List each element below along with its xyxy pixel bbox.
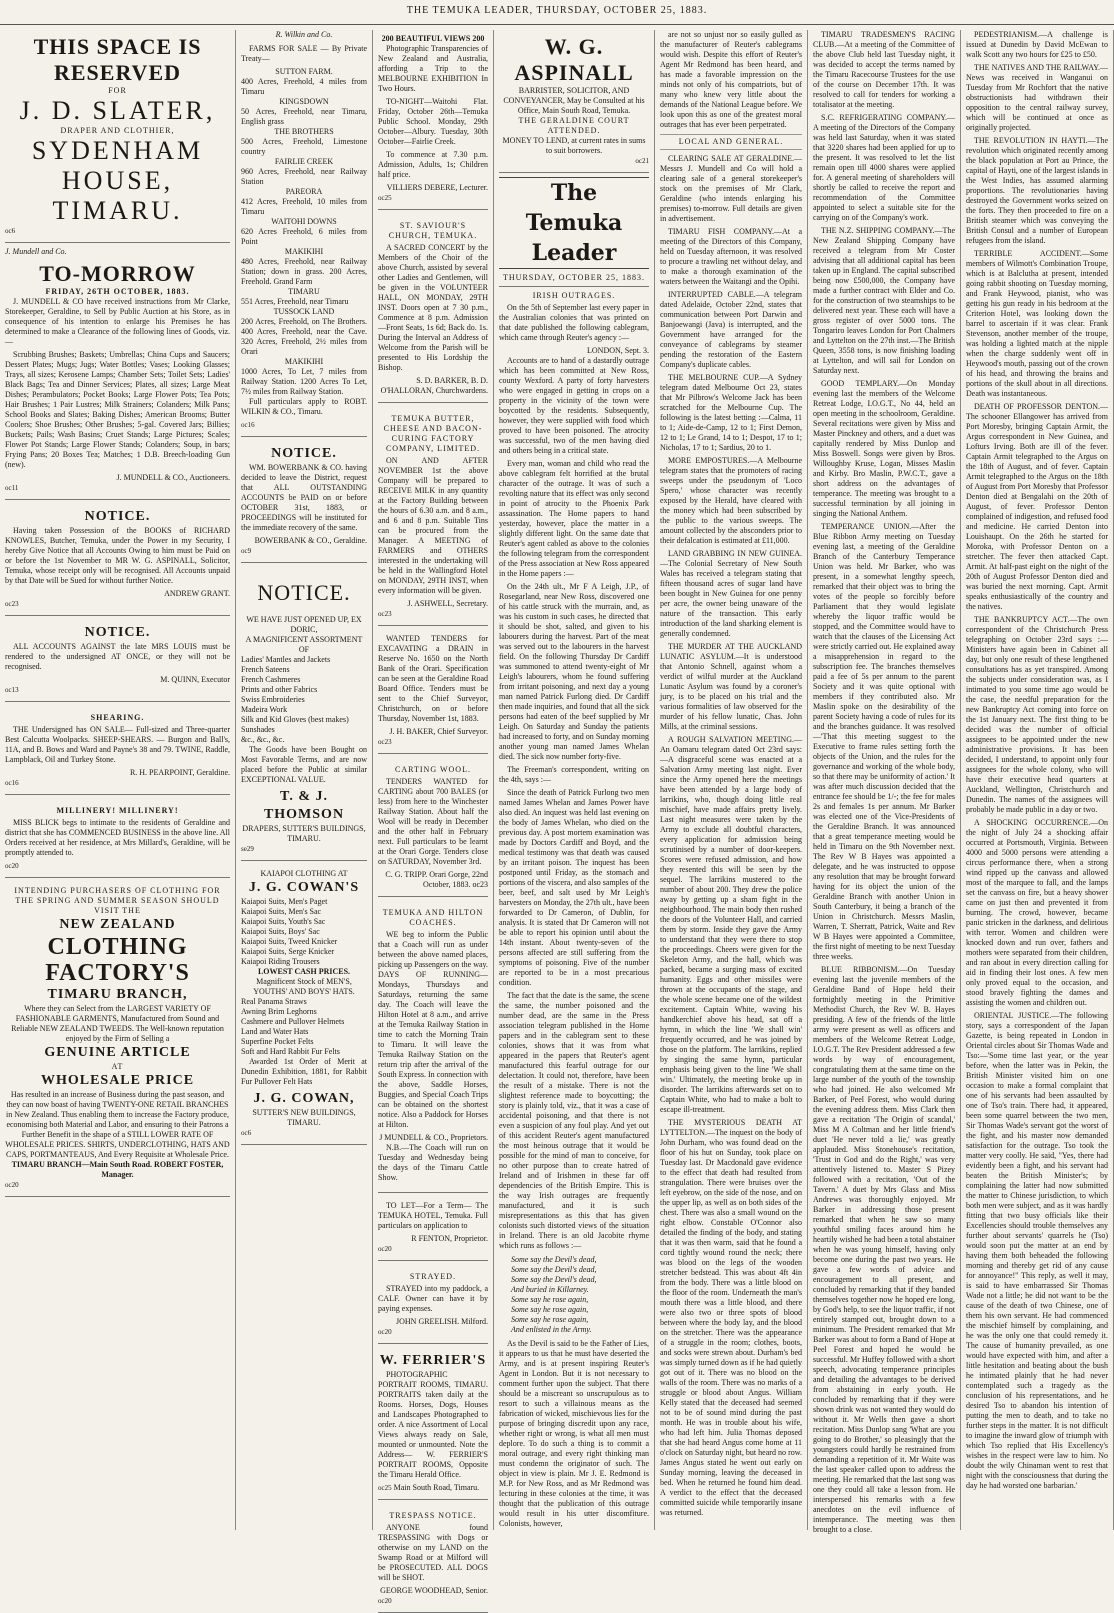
tomorrow-date: FRIDAY, 26TH OCTOBER, 1883. (45, 287, 190, 296)
church-body: A SACRED CONCERT by the Members of the Choir of the above Church, assisted by several other Ladies and Gentlemen, will be given in the VOLUNTEER HALL, ON MONDAY, 29TH INST. Doors open at 7 30 p.m., Commence at 8 p.m. Admission—Front Seats, 1s 6d; Back do. 1s. During the Interval an Address of Welcome from the Parish will be presented to His Lordship the Bishop. (378, 243, 488, 372)
article-paragraph: The Freeman's correspondent, writing on the 4th, says :— (499, 765, 649, 784)
issue-date: THURSDAY, OCTOBER 25, 1883. (499, 273, 649, 287)
lowest-prices: LOWEST CASH PRICES. (257, 967, 351, 976)
ad-tag: oc20 (5, 862, 19, 870)
tolet-body: TO LET—For a Term— The TEMUKA HOTEL, Temuka. Full particulars on application to (378, 1201, 488, 1230)
strayed-advert (378, 1265, 488, 1344)
farm-name: KINGSDOWN (279, 97, 329, 106)
hats-item: Land and Water Hats (241, 1027, 309, 1036)
ad-tag: oc20 (378, 1597, 392, 1605)
news-item: CLEARING SALE AT GERALDINE.—Messrs J. Mundell and Co will hold a clearing sale of a general storekeeper's stock on the premises of Mr Clark, Geraldine (who intends enlarging his premises) to-morrow. Full details are given in advertisement. (660, 154, 802, 223)
notice-sign: M. QUINN, Executor (160, 675, 230, 684)
poem-line: And buried in Killarney. (511, 1285, 589, 1294)
factorys-heading: FACTORY'S (45, 960, 190, 986)
auctioneer-names (5, 247, 230, 257)
intending-text: INTENDING PURCHASERS OF CLOTHING FOR THE SPRING AND SUMMER SEASON SHOULD VISIT THE (14, 886, 221, 915)
column-4 (494, 30, 655, 1530)
news-item: THE REVOLUTION IN HAYTI.—The revolution which originated recently among the black population at Port au Prince, the capital of Hayti, one of the largest islands in the West Indies, has assumed alarming proportions. The revolutionaries having destroyed the Government works seized on the forts. They then proceeded to fire on a British steamer which was conveying the British Consul and a number of European refugees from the island. (966, 136, 1108, 245)
farms-footer: Full particulars apply to ROBT. WILKIN & CO., Timaru. (241, 397, 367, 416)
coaches-nb: N.B.—The Coach will run on Tuesday and Wednesday being the days of the Timaru Cattle Show. (378, 1143, 488, 1182)
kaiapoi-item: Kaiapoi Suits, Boys' Sac (241, 927, 320, 936)
butter-body: ON AND AFTER NOVEMBER 1st the above Company will be prepared to RECEIVE MILK in any quantity at the Factory Building between the hours of 6.30 a.m. and 8 a.m., and 6 and 8 p.m. Suitable Tins can be procured from the Manager. A MEETING of FARMERS and OTHERS interested in the undertaking will be held in the Wallingford Hotel on MONDAY, 29TH INST, when every information will be given. (378, 456, 488, 595)
church-heading: ST. SAVIOUR'S CHURCH, TEMUKA. (388, 221, 478, 240)
ad-tag: oc16 (241, 421, 255, 429)
strayed-body: STRAYED into my paddock, a CALF. Owner can have it by paying expenses. (378, 1284, 488, 1313)
church-sign: S. D. BARKER, B. D. O'HALLORAN, Churchwardens. (380, 376, 488, 395)
cowan-name: J. G. COWAN'S (248, 880, 360, 895)
ad-tag: oc20 (378, 1245, 392, 1253)
kaiapoi-item: Kaiapoi Suits, Youth's Sac (241, 917, 326, 926)
clothing-heading: CLOTHING (47, 934, 188, 960)
ad-tag: oc20 (378, 1328, 392, 1336)
farm-name: TIMARU (288, 287, 320, 296)
farm-desc: 400 Acres, Freehold, 4 miles from Timaru (241, 77, 367, 96)
shearing-advert (5, 706, 230, 795)
tenders-sign: J. H. BAKER, Chief Surveyor. (389, 727, 488, 736)
news-item: THE MELBOURNE CUP.—A Sydney telegram dated Melbourne Oct 23, states that Mr Pilbrow's Welcome Jack has been scratched for the Melbourne Cup. The following is the latest betting :—Calma, 11 to 1; Aide-de-Camp, 12 to 1; First Demon, 12 to 1; Le Grand, 14 to 1; Despot, 17 to 1; Nicholas, 17 to 1; Sardius, 20 to 1. (660, 373, 802, 452)
hats-item: Cashmere and Pullover Helmets (241, 1017, 345, 1026)
news-item: TEMPERANCE UNION.—After the Blue Ribbon Army meeting on Tuesday evening last, a meeting of the Geraldine Branch of the Canterbury Temperance Union was held. Mr Barker, who was present, in a somewhat lengthy speech, remarked that their object was to bring the votes of the people so forcibly before Parliament that they would legislate whereby the liquor traffic would be stopped, and the Committee would have to watch that the clauses of the Licensing Act were strictly carried out. He explained away a misapprehension in regard to the subscription fee. The branches themselves paid a fee of 5s per annum to the parent Society and it was quite optional with members if they contributed also. Mr Maslin spoke on the desirability of the parent Society having a code of rules for its and the branches guidance. It was resolved—'That this meeting suggest to the Executive to frame rules setting forth the objects of the Union, and the rules for the governance and working of the whole body, so that there may be uniformity of action.' It was after much discussion decided that the entrance fee should be 1/-; the fee for males 2s and females 1s per annum. Mr Barker was elected one of the Vice-Presidents of the Geraldine Branch. It was announced that a great temperance meeting would be held in Timaru on the 9th November next. The Rev W B Hayes was appointed a delegate, and he was instructed to oppose any resolution that may be brought forward having for its object the union of the Geraldine Branch with another Union in South Canterbury, it being a branch of the Union in Christchurch. Messrs Maslin, Warren, T. Sherratt, Patrick, Waite and Rev W B Hayes were appointed a Committee, the first night of meeting to be next Tuesday three weeks. (813, 522, 955, 961)
ferrier-advert (378, 1348, 488, 1500)
cowan-sub: SUTTER'S NEW BUILDINGS, TIMARU. (252, 1108, 356, 1127)
news-item: A SHOCKING OCCURRENCE.—On the night of July 24 a shocking affair occurred at Portsmouth, Virginia. Between 4000 and 5000 persons were attending a circus performance there, when a strong wind ripped up the canvass and allowed most of the marquee to fall, and the lamps set the canvass on fire, but a heavy shower came on just then and prevented it from burning. The crowd, however, became panic stricken in the darkness, and delirious with terror. Women and children were knocked down and run over, fathers and mothers were separated from their children, and ran about in every direction calling for aid in finding their lost ones. A few men only proved equal to the occasion, and stood bravely fighting the dames and assisting the women and children out. (966, 818, 1108, 1007)
thomson-name: T. & J. THOMSON (263, 789, 345, 822)
column-3 (373, 30, 494, 1605)
poem-line: And enlisted in the Army. (511, 1325, 592, 1334)
column-6 (808, 30, 961, 1534)
goods-item: Ladies' Mantles and Jackets (241, 655, 331, 664)
column-7 (961, 30, 1114, 1530)
ad-tag: oc13 (5, 686, 19, 694)
farm-name: MAKIKIHI (284, 247, 324, 256)
notice-sign: BOWERBANK & CO., Geraldine. (254, 536, 367, 545)
article-dateline: LONDON, Sept. 3. (587, 346, 649, 355)
trespass-advert (378, 1504, 488, 1613)
trespass-heading: TRESPASS NOTICE. (389, 1511, 477, 1520)
notice-heading: NOTICE. (271, 446, 337, 461)
farm-desc: 620 Acres Freehold, 6 miles from Point (241, 227, 367, 246)
farm-desc: 412 Acres, Freehold, 10 miles from Timaru (241, 197, 367, 216)
ad-tag: oc16 (5, 779, 19, 787)
slater-town: TIMARU. (52, 196, 183, 225)
millinery-heading: MILLINERY! MILLINERY! (56, 806, 179, 815)
kaiapoi-list (241, 897, 367, 967)
goods-item: Silk and Kid Gloves (best makes) (241, 715, 349, 724)
news-item: GOOD TEMPLARY.—On Monday evening last the members of the Welcome Retreat Lodge, I.O.G.T., No 44, held an open meeting in the schoolroom, Geraldine. Several recitations were given by Miss and Master Pinckney and others, and a duet was capitally rendered by Miss Dunlop and Miss Boswell. Songs were given by Bros. Willoughby Kruse, Logan, Misses Maslin and Kirby. Bro Maslin, P.W.C.T., gave a short address on the advantages of temperance. The meeting was brought to a successful termination by all joining in singing the National Anthem. (813, 379, 955, 518)
news-item: ORIENTAL JUSTICE.—The following story, says a correspondent of the Japan Gazette, is being repeated in London in Oriental circles about Sir Thomas Wade and Tso:—'Some time last year, or the year before, when the latter was in Pekin, the British Minister visited him on one occasion to make a formal complaint that one of his servants had been assaulted by one of Tso's train. There had, it appeared, been some quarrel between the two men, Sir Thomas Wade's servant got the worst of the fight, and his master now demanded satisfaction for the outrage. Tso took the matter very coolly. He said, "Yes, there had evidently been a fight, and his servant had beaten the British Minister's; by complaining the latter had now submitted the matter to Chinese jurisdiction, to which both men were subject, and as it was hardly fitting that two busy officials like their Excellencies should trouble themselves any further about servants' quarrels he (Tso) would soon put the matter at an end by having them both beheaded the following morning and thereby get rid of any cause for annoyance!" This reply, as well it may, is said to have embarrassed Sir Thomas Wade not a little; he did not want to be the cause of the death of two Chinese, one of them his own servant. He had commenced the mischief himself by complaining, and he was the only one that could remedy it. The cause of humanity prevailed, as one would have expected with him, and after a little hesitation and beating about the bush he intimated plainly that he had never contemplated such a tragedy as the conclusion of his representations, and he desired Tso to abandon his intention of putting the men to death, and to take no further steps in the matter. It is not difficult to imagine the inward glow of triumph with which Tso replied that His Excellency's wishes in the respect were law to him. No doubt the wily Chinaman went to rest that night with the consciousness that during the day he had worsted one barbarian.' (966, 1011, 1108, 1490)
ferrier-body: PHOTOGRAPHIC PORTRAIT ROOMS, TIMARU. PORTRAITS taken daily at the Rooms. Horses, Dogs, Houses and Landscapes Photographed to order. A nice Assortment of Local Views always ready on Sale, mounted or unmounted. Note the Address— W. FERRIER'S PORTRAIT ROOMS, Opposite the Timaru Herald Office. (378, 1370, 488, 1479)
farm-desc: 960 Acres, Freehold, near Railway Station (241, 167, 367, 186)
article-paragraph: As the Devil is said to be the Father of Lies, it appears to us that he must have deserted the Army, and is at present inspiring Reuter's Agent in London. But it is not necessary to comment further upon the subject. That there should be a miscreant so unscrupulous as to resort to such a villainous means as the fabrication of wicked, mischievous lies for the purpose of bringing discredit upon any race, whether right or wrong, is what all men must deplore. To do such a thing is to commit a moral outrage, and every right thinking man must condemn the originator of such. The object in view is plain. Mr J. E. Redmond is M.P. for New Ross, and as Mr Redmond was lecturing in these colonies at the time, it was thought that the publication of this outrage would result in his utter discomfiture. Colonists, however, (499, 1339, 649, 1528)
news-item: THE BANKRUPTCY ACT.—The own correspondent of the Christchurch Press telegraphing on October 23rd says :—Ministers have again been in Cabinet all day, but only one result of these lengthened consultations has as yet transpired. Among the subjects under consideration was, as I intimated to you some time ago would be the case, the needful preparation for the new Bankruptcy Act coming into force on the 1st January next. The first thing to be decided was the number of official assignees to be appointed under the new administrative provisions. It has been decided, I understand, to appoint only four assignees for the whole colony, who will have their executive head quarters at Auckland, Wellington, Christchurch and Dunedin. The names of the assignees will probably be made public in a day or two. (966, 615, 1108, 814)
ad-tag: oc23 (5, 600, 19, 608)
farm-name: FAIRLIE CREEK (274, 157, 334, 166)
butter-heading: TEMUKA BUTTER, CHEESE AND BACON-CURING FACTORY COMPANY, LIMITED. (383, 414, 483, 453)
news-item: TIMARU TRADESMEN'S RACING CLUB.—At a meeting of the Committee of the above Club held last Tuesday night, it was decided to accept the terms named by the Timaru Racecourse Trustees for the use of the course on December 17th. It was resolved to call for tenders for working a totalisator at the meeting. (813, 30, 955, 109)
genuine-heading: GENUINE ARTICLE (44, 1045, 191, 1060)
ad-tag: oc21 (635, 157, 649, 165)
kaiapoi-item: Kaiapoi Suits, Serge Knicker (241, 947, 335, 956)
clothing-factory-advert (5, 882, 230, 1197)
thomson-sub: DRAPERS, SUTTER'S BUILDINGS, TIMARU. (242, 824, 366, 843)
farm-name: THE BROTHERS (274, 127, 334, 136)
assortment-text: A MAGNIFICENT ASSORTMENT OF (245, 635, 363, 654)
coaches-sign: J MUNDELL & CO., Proprietors. (379, 1133, 488, 1142)
millinery-advert (5, 799, 230, 878)
trespass-sign: GEORGE WOODHEAD, Senior. (380, 1586, 488, 1595)
notice-sign: ANDREW GRANT. (164, 589, 230, 598)
masthead: THE TEMUKA LEADER, THURSDAY, OCTOBER 25, 1883. (0, 0, 1114, 25)
ferrier-heading: W. FERRIER'S (379, 1353, 487, 1368)
strayed-sign: JOHN GREELISH. Milford. (396, 1317, 488, 1326)
kaiapoi-item: Kaiapoi Suits, Men's Sac (241, 907, 322, 916)
poem-line: Some say the Devil's dead, (511, 1265, 597, 1274)
ad-tag: oc25 (378, 194, 392, 202)
goods-item: Madeira Work (241, 705, 288, 714)
hats-intro: Magnificent Stock of MEN'S, YOUTHS' AND BOYS' HATS. (253, 977, 355, 996)
goods-item: Sunshades (241, 725, 275, 734)
article-paragraph: are not so unjust nor so easily gulled as the manufacturer of Reuter's cablegrams would wish. Despite this effort of Reuter's Agent Mr Redmond has been heard, and has made a favorable impression on the minds not only of his compatriots, but of many who knew very little about the demands of the National League before. We look upon this as one of the greatest moral outrages that has ever been perpetrated. (660, 30, 802, 129)
ad-tag: oc23 (378, 738, 392, 746)
aspinall-money: MONEY TO LEND, at current rates in sums to suit borrowers. (502, 136, 646, 155)
mundell-body: J. MUNDELL & CO have received instructions from Mr Clarke, Storekeeper, Geraldine, to Sell by Public Auction at his Store, as in consequence of his intention to enlarge his Premises he has determined to make a Clearance of the following lines of Goods, viz.— (5, 297, 230, 346)
kaiapoi-item: Kaiapoi Suits, Men's Paget (241, 897, 328, 906)
auctioneer-left: J. Mundell and Co. (5, 247, 67, 256)
farms-heading: FARMS FOR SALE — By Private Treaty— (241, 44, 367, 63)
at-label: AT (111, 1062, 124, 1071)
goods-list (241, 655, 367, 745)
ad-tag: oc6 (241, 1129, 252, 1137)
hats-item: Superfine Pocket Felts (241, 1037, 314, 1046)
news-item: TIMARU FISH COMPANY.—At a meeting of the Directors of this Company, held on Tuesday afternoon, it was resolved to procure a trawling net without delay, and to make a thorough examination of the waters between the Waitangi and the Opihi. (660, 227, 802, 286)
farm-name: WAITOHI DOWNS (271, 217, 337, 226)
tenders-advert (378, 630, 488, 754)
coaches-body: WE beg to inform the Public that a Coach will run as under between the above named places, picking up Passengers on the way. DAYS OF RUNNING— Mondays, Thursdays and Saturdays, returning the same day. The Coach will leave the Hilton Hotel at 8 a.m., and arrive at the Temuka Railway Station in time to catch the Morning Train to Timaru. It will leave the Temuka Railway Station on the return trip after the arrival of the South Express. In connection with the above, Saddle Horses, Buggies, and Special Coach Trips can be obtained on the shortest notice. Also a Paddock for Horses at Hilton. (378, 930, 488, 1129)
mundell-advert (5, 257, 230, 500)
article-paragraph: Accounts are to hand of a dastardly outrage which has been committed at New Ross, county Wexford. A party of forty harvesters who were engaged in getting in crops on a property in the vicinity of the town were boycotted by the residents. Subsequently, however, they were supplied with food which proved to have been poisoned. The atrocity was successful, two of the men having died and others being in a critical state. (499, 356, 649, 455)
mundell-sign: J. MUNDELL & CO., Auctioneers. (116, 473, 230, 482)
farm-name: SUTTON FARM. (275, 67, 333, 76)
goods-item: Prints and other Fabrics (241, 685, 318, 694)
farms-list (241, 67, 367, 397)
news-item: S.C. REFRIGERATING COMPANY.—A meeting of the Directors of the Company was held last Saturday, when it was stated that 3220 shares had been applied for up to the present. It was resolved to let the list remain open till 4000 shares were applied for. A general meeting of shareholders will shortly be called to receive the report and recommendation of the Committee appointed to select a suitable site for the carrying on of the Company's work. (813, 113, 955, 222)
column-5 (655, 30, 808, 1530)
column-1 (0, 30, 236, 1530)
butter-sign: J. ASHWELL, Secretary. (407, 599, 488, 608)
ad-tag: oc25 (378, 1484, 392, 1492)
slater-name: J. D. SLATER, (19, 96, 216, 125)
news-item: LAND GRABBING IN NEW GUINEA.—The Colonial Secretary of New South Wales has received a telegram stating that fifteen thousand acres of sugar land have been bought in New Guinea for one penny per acre, the owner being unaware of the nature of the transaction. This early introduction of the land sharking element is generally condemned. (660, 549, 802, 638)
space-reserved-heading: THIS SPACE IS RESERVED (33, 34, 202, 85)
aspinall-name: W. G. ASPINALL (514, 34, 634, 85)
kaiapoi-heading: KAIAPOI CLOTHING AT (260, 869, 348, 878)
farm-desc: 50 Acres, Freehold, near Timaru, English grass (241, 107, 367, 126)
notice-louis (5, 620, 230, 702)
millinery-body: MISS BLICK begs to intimate to the residents of Geraldine and district that she has COMMENCED BUSINESS in the above line. All Orders received at her residence, at Mrs Millard's, Geraldine, will be promptly attended to. (5, 818, 230, 857)
views-dates: TO-NIGHT—Waitohi Flat. Friday, October 26th—Temuka Public School. Monday, 29th October—Albury. Tuesday, 30th October—Fairlie Creek. (378, 97, 488, 146)
news-item: BLUE RIBBONISM.—On Tuesday evening last the juvenile members of the Geraldine Band of Hope held their fortnightly meeting in the Primitive Methodist Church, the Rev W. B. Hayes presiding. A few of the friends of the little army were present as well as officers and members of the Welcome Retreat Lodge, I.O.G.T. The Rev President addressed a few words by way of encouragement, congratulating them at the same time on the large number of the youth of the township who had joined. He also welcomed Mr Barker, of Peel Forest, who would during the evening address them. Miss Clark then gave a recitation 'The Origin of scandal,' Miss M A Coltman and her little friend's duet 'He never told a lie,' was greatly applauded. Miss Stonehouse's recitation, 'Trust in God and do the Right,' was very attentively listened to. Master S Pizey followed with a recitation, 'Out of the Tavern.' A duet by Mrs Glass and Miss Andrews was thoroughly enjoyed. Mr Barker in addressing those present remarked that when he saw so many youthful smiling faces around him he heartily wished he had been a total abstainer when he was young himself, having only become one during the past two years. He gave a few words of advice and encouragement to all present, and concluded by remarking that if they banded themselves together now he hoped ere long, by God's help, to see the liquor traffic, if not entirely stamped out, brought down to a minimum. The President remarked that Mr Barker was about to form a Band of Hope at Peel Forest and hoped he would be successful. Mr Huffey followed with a short speech, advocating temperance principles and detailing the advantages to be derived from abstaining in early youth. He concluded by remarking that if they were shown drink was not wanted they would do without it. Mr Wells then gave a short recitation. Miss Dunlop sang 'What are you going to do Brother,' so pleasingly that the youngsters could hardly be restrained from demanding a repetition of it. Mr Waite was the last speaker called upon to address the meeting. He remarked that the last song was one they could all take a lesson from. He interspersed his remarks with a few anecdotes on the evil influence of intemperance. The meeting was then brought to a close. (813, 965, 955, 1534)
opened-text: WE HAVE JUST OPENED UP, EX DORIC, (246, 615, 362, 634)
article-paragraph: On the 24th ult., Mr F A Leigh, J.P., of Rosegarland, near New Ross, discovered one of his cattle struck with the murrain, and, as was his custom in such cases, he directed that it should be shot, salted, and given to his labourers during the harvest. Part of the meat was served out to the labourers in the harvest field. On the following Thursday Dr Cardiff was summoned to attend twenty-eight of Mr Leigh's labourers, whom he found suffering from irritant poisoning, and next day a young man named Patrick Furlong died. Dr Cardiff then made inquiries, and found that all the sick persons had eaten of the beef supplied by Mr Leigh. On Saturday and Sunday the patients had increased to forty, and on Sunday morning another young man named James Whelan died. The sick now number forty-five. (499, 582, 649, 761)
poem-line: Some say the Devil's dead, (511, 1275, 597, 1284)
ad-tag: oc20 (5, 1181, 19, 1189)
tomorrow-heading: TO-MORROW (39, 261, 196, 286)
views-sign: VILLIERS DEBERE, Lecturer. (386, 183, 488, 192)
notice-body: Having taken Possession of the BOOKS of RICHARD KNOWLES, Butcher, Temuka, under the Power in my Security, I hereby Give Notice that all Accounts Owing to him must be Paid on or before the 1st November to MR W. G. ASPINALL, Solicitor, Temuka, whose receipt only will be recognised. All Accounts unpaid by that Date will be Sued for without further Notice. (5, 526, 230, 585)
tolet-sign: R FENTON, Proprietor. (411, 1234, 488, 1243)
wool-body: TENDERS WANTED for CARTING about 700 BALES (or less) from here to the Winchester Railway Station. About half the Wool will be ready in December and the other half in February next. Full particulars to be learnt at the Orari Gorge. Tenders close on SATURDAY, November 3rd. (378, 777, 488, 866)
news-item: THE MYSTERIOUS DEATH AT LYTTELTON.—The inquest on the body of John Durham, who was found dead on the floor of his hut on Sunday, took place on Tuesday last. Dr Macdonald gave evidence to the effect that death had resulted from strangulation. There were bruises over the left eyebrow, on the side of the nose, and on the upper lip, as well as on both sides of the chest. There was also a small wound on the right elbow. Constable O'Connor also detailed the finding of the body, and stating that it was then warm, said that he found a cord tightly wound round the neck; there was blood on the legs of the wooden stretcher bedstead. This was about 4ft 4in from the body. There was a little blood on the floor of the room. Underneath the man's mouth there was a little blood, and there were also two or three spots of blood between where the body lay, and the blood on the stretcher. There was the appearance of a struggle in the room; clothes, boots, and socks were strewn about. Durham's bed was simply turned down as if he had quietly got out of it. There was no blood on the walls of the room. There was no marks of a struggle or blood about Angus. William Kelly stated that the deceased had seemed not to be of sound mind during the past month. He was in trouble about his wife, who had left him. Julia Thomas deposed that she had heard Angus come home at 11 o'clock on Saturday night, but heard no row. James Angus stated he went out early on Sunday morning, leaving the deceased in bed. When he returned he found him dead. A verdict to the effect that the deceased committed suicide while temporarily insane was returned. (660, 1118, 802, 1517)
notice-knowles (5, 504, 230, 616)
farm-desc: 480 Acres, Freehold, near Railway Station; down in grass. 200 Acres, Freehold. Grand Farm (241, 257, 367, 286)
ad-tag: oc11 (5, 484, 19, 492)
goods-item: French Cashmeres (241, 675, 301, 684)
for-label: FOR (108, 86, 127, 95)
poem-line: Some say he rose again, (511, 1305, 589, 1314)
newspaper-flag: The Temuka Leader (499, 177, 649, 269)
wool-sign: C. G. TRIPP. Orari Gorge, 22nd October, 1883. oc23 (385, 870, 488, 889)
farm-desc: 1000 Acres, To Let, 7 miles from Railway Station. 1200 Acres To Let, 7½ miles from Railway Station. (241, 367, 367, 396)
poem-line: Some say he rose again, (511, 1315, 589, 1324)
article-paragraph: On the 5th of September last every paper in the Australian colonies that was printed on that date published the following cablegram, which came through Reuter's agency :— (499, 303, 649, 342)
news-item: A ROUGH SALVATION MEETING.—An Oamaru telegram dated Oct 23rd says:—A disgraceful scene was enacted at a Salvation Army meeting last night. Ever since the Army opened here the meetings have been attended by a large body of larrikins, who, though doing little real mischief, have made affairs pretty lively. Last night measures were taken by the Army to exclude all doubtful characters, every application for admission being scrutinised by a number of door-keepers. Scores were refused admission, and how they resented this will be seen by the sequel. The larrikins mustered to the number of about 200. They drew the police away by getting up a sham fight in the neighbourhood. The main body then rushed the doors of the Volunteer Hall, and carried them by storm. Inside they gave the Army to understand that they were there to stop the proceedings. Cheers were given for the Skeleton Army, and the hall, which was packed, became a surging mass of excited humanity. Eggs and other missiles were thrown at the occupants of the stage, and the whole scene became one of the wildest excitement. Captain White, waving his handkerchief above his head, sat off a hymn, in which the line 'We shall win' frequently occurred, and he was joined by those on the platform. The larrikins, replied by singing the same hymn, particular emphasis being given to the line 'We shall win.' Ultimately, the meeting broke up in disorder. The larrikins afterwards set on to Captain White, who had to make a bolt to escape ill-treatment. (660, 735, 802, 1114)
farm-desc: 200 Acres, Freehold, on The Brothers. 400 Acres, Freehold, near the Cave. 320 Acres, Freehold, 2½ miles from Orari (241, 317, 367, 356)
church-advert (378, 214, 488, 403)
notice-body: WM. BOWERBANK & CO. having decided to leave the District, request that ALL OUTSTANDING ACCOUNTS be PAID on or before OCTOBER 31st, 1883, or PROCEEDINGS will be instituted for the immediate recovery of the same. (241, 463, 367, 532)
ad-tag: oc23 (378, 610, 392, 618)
strayed-heading: STRAYED. (409, 1272, 457, 1281)
notice-big-heading: NOTICE. (257, 580, 351, 605)
wool-advert (378, 758, 488, 897)
coaches-advert (378, 901, 488, 1193)
aspinall-advert (499, 30, 649, 173)
ferrier-addr: Main South Road, Timaru. (393, 1483, 480, 1492)
notice-body: ALL ACCOUNTS AGAINST the late MRS LOUIS must be rendered to the undersigned AT ONCE, or they will not be recognised. (5, 642, 230, 671)
nz-heading: NEW ZEALAND (59, 917, 176, 932)
wool-heading: CARTING WOOL. (395, 765, 471, 774)
views-body: Photographic Transparencies of New Zealand and Australia, affording a Trip to the MELBOURNE EXHIBITION In Two Hours. (378, 44, 488, 93)
farm-name: TUSSOCK LAND (273, 307, 335, 316)
trespass-body: ANYONE found TRESPASSING with Dogs or otherwise on my LAND on the Swamp Road or at Milford will be PROSECUTED. ALL DOGS will be SHOT. (378, 1523, 488, 1582)
article-paragraph: The fact that the date is the same, the scene the same, the number poisoned and the number dead, are the same in the Press association telegram published in the Home papers and in the cablegram sent to these colonies, shows that it was from what appeared in the papers that Reuter's agent manufactured this fearful outrage for our delectation. It could not, therefore, have been the result of a mistake. There is not the slightest reference made to boycotting; the story is plainly told, viz., that it was a case of accidental poisoning, and that there is not even a suspicion of any foul play. And yet out of this accident Reuter's agent manufactured the most heinous outrage that it would be possible for the mind of man to conceive, for no other purpose than to create hatred of Ireland and of Irishmen in these far off dependencies of the British Empire. This is the way Irish outrages are frequently manufactured, and it is such misrepresentations as this that has given colonists such distorted views of the situation in Ireland. There is an old Jacobite rhyme which runs as follows :— (499, 991, 649, 1250)
branch-heading: TIMARU BRANCH, (47, 987, 188, 1002)
article-paragraph: Every man, woman and child who read the above cablegram felt horrified at the brutal character of the outrage. It was of such a revolting nature that its effect was only second in point of atrocity to the Phoenix Park assassination. The Home papers to hand yesterday, however, place the matter in a slightly different light. On the same date that Reuter's agent cabled as above to the colonies the following telegram from the correspondent of the Press association at New Ross appeared in the Home papers :— (499, 459, 649, 578)
article-heading: IRISH OUTRAGES. (532, 291, 616, 300)
news-item: DEATH OF PROFESSOR DENTON.—The schooner Ellangower has arrived from Port Moresby, bringing Captain Armit, the Argus correspondent in New Guinea, and Lofturs Irving. Both are ill of the fever. Captain Armit telegraphed to the Argus on the 18th of August, and of fever. Captain Armit telegraphed to the Argus on the 18th of August from Port Moresby that Professor Denton died at Bengalahi on the 20th of August, of fever. Professor Denton complained of indigestion, and refused food and medicine. He carried Denton into Louishaupt. On the 26th he started for Moroka, with Professor Denton on a stretcher. The fever then attacked Capt. Armit. At half-past eight on the night of the 20th of August Professor Denton died and was buried the next morning. Capt. Armit speaks enthusiastically of the country and the natives. (966, 402, 1108, 611)
farms-advert (241, 40, 367, 437)
slater-advert (5, 30, 230, 243)
tolet-advert (378, 1197, 488, 1261)
article-paragraph: Since the death of Patrick Furlong two men named James Whelan and James Power have also died. An inquest was held last evening on the body of James Whelan, who died on the previous day. A post mortem examination was made by Doctors Cardiff and Boyd, and the medical testimony was that death was caused by an irritant poison. The inquest has been postponed until Friday, as the stomach and portions of the viscera, and also samples of the beer, beef, and salt used by Mr Leigh's harvesters on Monday, the 27th ult., have been forwarded to Dr Cameron, of Dublin, for analysis. It is stated that Dr Cameron will not be able to report his opinion until about the 14th instant. About twenty-seven of the persons affected are still suffering from the symptoms of poisoning. Five of the number are reported to be in a most precarious condition. (499, 788, 649, 987)
farm-desc: 551 Acres, Freehold, near Timaru (241, 297, 349, 306)
aspinall-court: THE GERALDINE COURT ATTENDED. (518, 116, 630, 135)
mundell-list: Scrubbing Brushes; Baskets; Umbrellas; China Cups and Saucers; Dessert Plates; Mugs; Jugs; Water Bottles; Vases; Looking Glasses; Trays, all sizes; Kerosene Lamps; Chamber Sets; Toilet Sets; Ladies' Black Bags; Tea and Dinner Services; Plates, all sizes; Large Meat Dishes; Perambulators; Pocket Books; Large Flower Pots; Tea Pots; Hair Brushes; 1 Pair Lustres; Milk Strainers; Colanders; Milk Pans; School Books and Slates; Baking Dishes; American Brooms; Butter Coolers; Shoe Brushes; Other Brushes; 5-gal. Covered Jars; Billies; Buckets; Pails; Wash Basins; Cruet Stands; Large Pictures; Scales; Flower Pot Stands; Large Flower Stands; Colanders; Soup, in bars; Frying Pans; 20 Boxes Tea; Matches; 1 D.B. Breech-loading Gun (new). (5, 350, 230, 469)
clothing-body-2: Has resulted in an increase of Business during the past season, and they can now boast of having TWENTY-ONE RETAIL BRANCHES in New Zealand. Thus enabling them to increase the Factory produce, economising both Material and Labor, and ensuring to their Patrons a Further Benefit in the shape of a STILL LOWER RATE OF WHOLESALE PRICES. SHIRTS, UNDERCLOTHING, HATS AND CAPS, PORTMANTEAUS, And Every Requisite at Wholesale Price. (5, 1090, 230, 1159)
clothing-footer: TIMARU BRANCH—Main South Road. ROBERT FOSTER, Manager. (11, 1160, 224, 1179)
local-general-heading: LOCAL AND GENERAL. (660, 134, 802, 150)
auctioneer-right: R. Wilkin and Co. (275, 30, 333, 39)
notice-heading: NOTICE. (84, 509, 151, 524)
shearing-sign: R. H. PEARPOINT, Geraldine. (129, 768, 230, 777)
ad-tag: oc6 (5, 227, 16, 235)
views-heading: 200 BEAUTIFUL VIEWS 200 (381, 34, 485, 43)
hats-item: Soft and Hard Rabbit Fur Felts (241, 1047, 340, 1056)
farm-desc: 500 Acres, Freehold, Limestone country (241, 137, 367, 156)
hats-item: Real Panama Straws (241, 997, 307, 1006)
coaches-heading: TEMUKA AND HILTON COACHES. (382, 908, 484, 927)
shearing-body: THE Undersigned has ON SALE— Full-sized and Three-quarter Best Calcutta Woolpacks. SHEEP-SHEARS. — Burgon and Ball's, 11A, and B. Bows and Ward and Payne's 38 and 79. TWINE, Raddle, Lampblack, Oil and Turkey Stone. (5, 725, 230, 764)
goods-item: &c., &c., &c. (241, 735, 285, 744)
views-footer: To commence at 7.30 p.m. Admission, Adults, 1s; Children half price. (378, 150, 488, 179)
ad-tag: se29 (241, 845, 254, 853)
kaiapoi-item: Kaiapoi Riding Trousers (241, 957, 320, 966)
shearing-heading: SHEARING. (90, 713, 145, 722)
tenders-body: WANTED TENDERS for EXCAVATING a DRAIN in Reserve No. 1650 on the North Bank of the Orari. Specification can be seen at the Geraldine Road Board Office. Tenders must be sent to the Chief Surveyor, Christchurch, on or before Thursday, November 1st, 1883. (378, 634, 488, 723)
hats-item: Awning Brim Leghorns (241, 1007, 317, 1016)
farm-name: PAREORA (285, 187, 323, 196)
notice-heading: NOTICE. (84, 625, 151, 640)
cowan-name-2: J. G. COWAN, (253, 1091, 355, 1106)
goods-item: Swiss Embroideries (241, 695, 305, 704)
news-item: TERRIBLE ACCIDENT.—Some members of Wilmott's Combination Troupe, which is at Balclutha at present, intended going rabbit shooting on Tuesday morning, and Frank Heywood, pianist, who was getting his gun ready in his bedroom at the Criterion Hotel, was looking down the barrel to ascertain if it was clear. Frank Stevenson, another member of the troupe, was holding a lighted match at the nipple when the charge suddenly went off in Heywood's mouth, passing out of the crown of his head, and throwing the brains and portions of the skull about in all directions. Death was instantaneous. (966, 249, 1108, 398)
news-item: THE MURDER AT THE AUCKLAND LUNATIC ASYLUM.—It is understood that Antonio Schnell, against whom a verdict of wilful murder at the Auckland Lunatic Asylum was found by a coroner's jury, is to be placed on his trial and the various formalities of law observed for the murder of his fellow lunatic, Chas. John Mills, at the criminal sessions. (660, 642, 802, 731)
thomson-advert (241, 567, 367, 861)
poem-line: Some say the Devil's dead, (511, 1255, 597, 1264)
cowan-advert (241, 865, 367, 1145)
sydenham-house: SYDENHAM HOUSE, (31, 136, 204, 195)
clothing-body: Where they can Select from the LARGEST VARIETY OF FASHIONABLE GARMENTS, Manufactured from Sound and Reliable NEW ZEALAND TWEEDS. The Well-known reputation enjoyed by the Firm of Selling a (11, 1004, 224, 1043)
bowerbank-notice (241, 441, 367, 563)
news-item: PEDESTRIANISM.—A challenge is issued at Dunedin by David McEwan to walk Scott any two hours for £25 to £50. (966, 30, 1108, 59)
column-2 (236, 30, 373, 1530)
ad-tag: oc9 (241, 547, 252, 555)
ferrier-addr-row (378, 1483, 488, 1493)
slater-trade: DRAPER AND CLOTHIER, (60, 126, 175, 135)
hats-list (241, 997, 367, 1057)
poem-line: Some say he rose again, (511, 1295, 589, 1304)
news-item: MORE EMPOSTURES.—A Melbourne telegram states that the promoters of racing sweeps under the pseudonym of 'Loco Spero,' whose character was recently exposed by the Herald, have cleared with the money which had been subscribed by the public to the various sweeps. The amount collected by the absconders prior to their defalcation is estimated at £11,000. (660, 456, 802, 545)
views-advert (378, 30, 488, 210)
farm-name: MAKIKIHI (284, 357, 324, 366)
award-text: Awarded 1st Order of Merit at Dunedin Exhibition, 1881, for Rabbit Fur Pullover Felt Hats (241, 1057, 367, 1086)
aspinall-sub: BARRISTER, SOLICITOR, AND CONVEYANCER, May be Consulted at his Office, Main South Road, Temuka. (503, 86, 645, 115)
goods-item: French Sateens (241, 665, 290, 674)
wholesale-heading: WHOLESALE PRICE (40, 1073, 195, 1088)
news-item: THE N.Z. SHIPPING COMPANY.—The New Zealand Shipping Company have received a telegram from Mr Coster advising that all additional capital has been taken up in England. The capital subscribed being now £500,000, the Company have made a further contract with Elder and Co. for the construction of two steamships to be delivered next year. These each will have a gross register of over 5000 tons. The Tongariro leaves London for Port Chalmers and Lyttelton on the 27th inst.—The British Queen, 3558 tons, is now finishing loading at Lyttelton, and will sail for London on Saturday next. (813, 226, 955, 375)
jacobite-rhyme (511, 1255, 649, 1335)
news-item: THE NATIVES AND THE RAILWAY.—News was received in Wanganui on Tuesday from Mr Rochfort that the native obstructionists had withdrawn their opposition to the central railway survey, which will be continued at once as originally projected. (966, 63, 1108, 132)
news-item: INTERRUPTED CABLE.—A telegram dated Adelaide, October 22nd, states that communication between Port Darwin and Banjoewangi (Java) is interrupted, and the Government have arranged for the conveyance of cablegrams by steamer pending the restoration of the Eastern Company's duplicate cables. (660, 290, 802, 369)
butter-advert (378, 407, 488, 626)
goods-body: The Goods have been Bought on Most Favorable Terms, and are now placed before the Public at similar EXCEPTIONAL VALUE. (241, 745, 367, 784)
kaiapoi-item: Kaiapoi Suits, Tweed Knicker (241, 937, 338, 946)
